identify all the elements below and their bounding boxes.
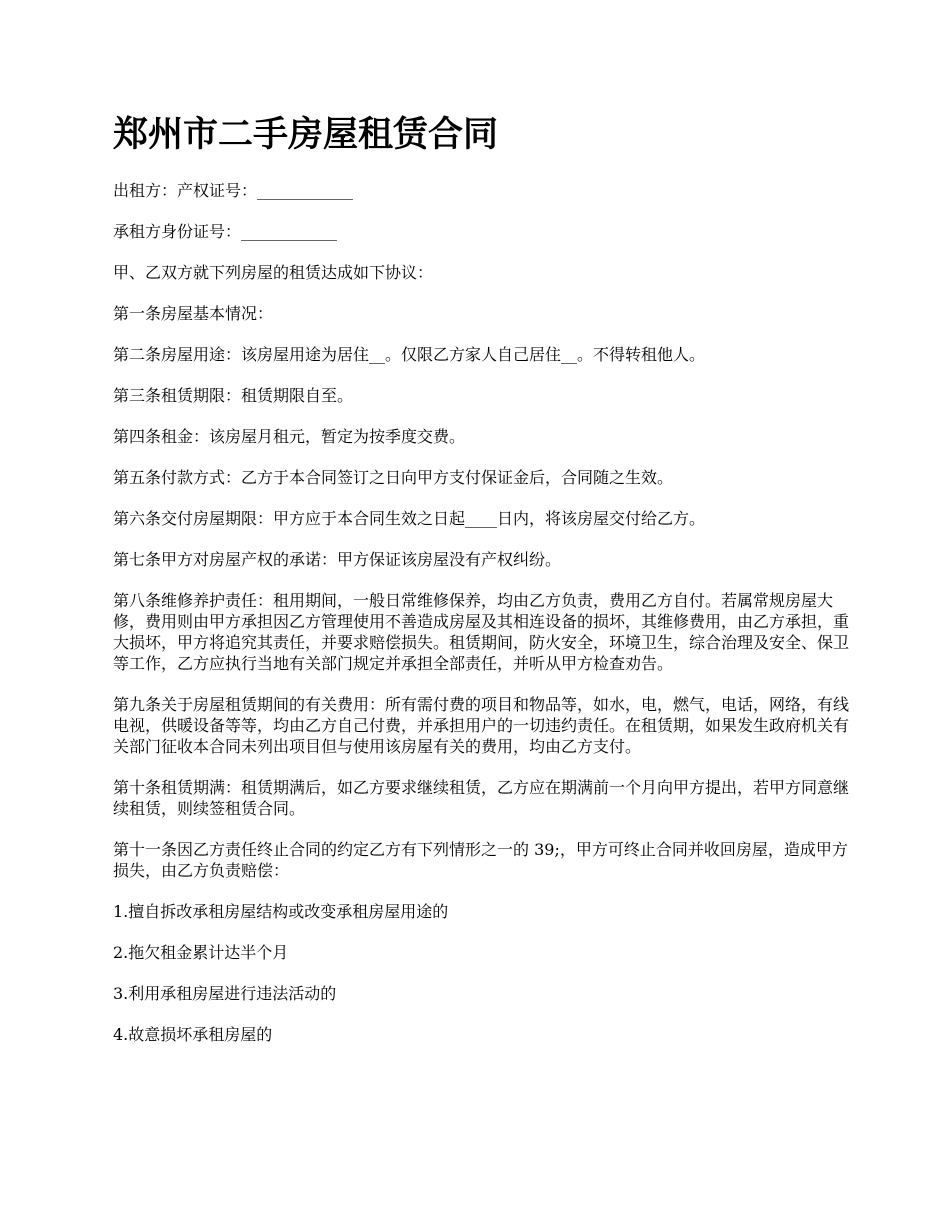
paragraph-article-1: 第一条房屋基本情况： [113,304,274,323]
list-item-2: 2.拖欠租金累计达半个月 [113,943,289,962]
paragraph-article-7: 第七条甲方对房屋产权的承诺：甲方保证该房屋没有产权纠纷。 [113,550,562,569]
list-item-4: 4.故意损坏承租房屋的 [113,1025,273,1044]
list-item-1: 1.擅自拆改承租房屋结构或改变承租房屋用途的 [113,902,449,921]
paragraph-article-6: 第六条交付房屋期限：甲方应于本合同生效之日起____日内，将该房屋交付给乙方。 [113,509,706,528]
paragraph-lessee: 承租方身份证号：____________ [113,222,338,241]
paragraph-article-10: 第十条租赁期满：租赁期满后，如乙方要求继续租赁，乙方应在期满前一个月向甲方提出，若甲方同意继续租赁，则续签租赁合同。 [113,778,850,818]
paragraph-intro: 甲、乙双方就下列房屋的租赁达成如下协议： [113,263,434,282]
document-title: 郑州市二手房屋租赁合同 [113,115,499,155]
list-item-3: 3.利用承租房屋进行违法活动的 [113,984,337,1003]
paragraph-article-2: 第二条房屋用途：该房屋用途为居住__。仅限乙方家人自己居住__。不得转租他人。 [113,345,706,364]
document-page [113,110,853,1065]
paragraph-article-8: 第八条维修养护责任：租用期间，一般日常维修保养，均由乙方负责，费用乙方自付。若属常规房屋大修，费用则由甲方承担因乙方管理使用不善造成房屋及其相连设备的损坏，其维修费用，由乙方承担，重大损坏，甲方将追究其责任，并要求赔偿损失。租赁期间，防火安全，环境卫生，综合治理及安全、保卫等工作，乙方应执行当地有关部门规定并承担全部责任，并听从甲方检查劝告。 [113,591,850,673]
paragraph-lessor: 出租方：产权证号：____________ [113,181,354,200]
paragraph-article-4: 第四条租金：该房屋月租元，暂定为按季度交费。 [113,427,466,446]
paragraph-article-3: 第三条租赁期限：租赁期限自至。 [113,386,354,405]
paragraph-article-9: 第九条关于房屋租赁期间的有关费用：所有需付费的项目和物品等，如水，电，燃气，电话，网络，有线电视，供暖设备等等，均由乙方自己付费，并承担用户的一切违约责任。在租赁期，如果发生政府机关有关部门征收本合同未列出项目但与使用该房屋有关的费用，均由乙方支付。 [113,695,850,756]
paragraph-article-11: 第十一条因乙方责任终止合同的约定乙方有下列情形之一的 39;，甲方可终止合同并收回房屋，造成甲方损失，由乙方负责赔偿： [113,840,848,880]
paragraph-article-5: 第五条付款方式：乙方于本合同签订之日向甲方支付保证金后，合同随之生效。 [113,468,674,487]
